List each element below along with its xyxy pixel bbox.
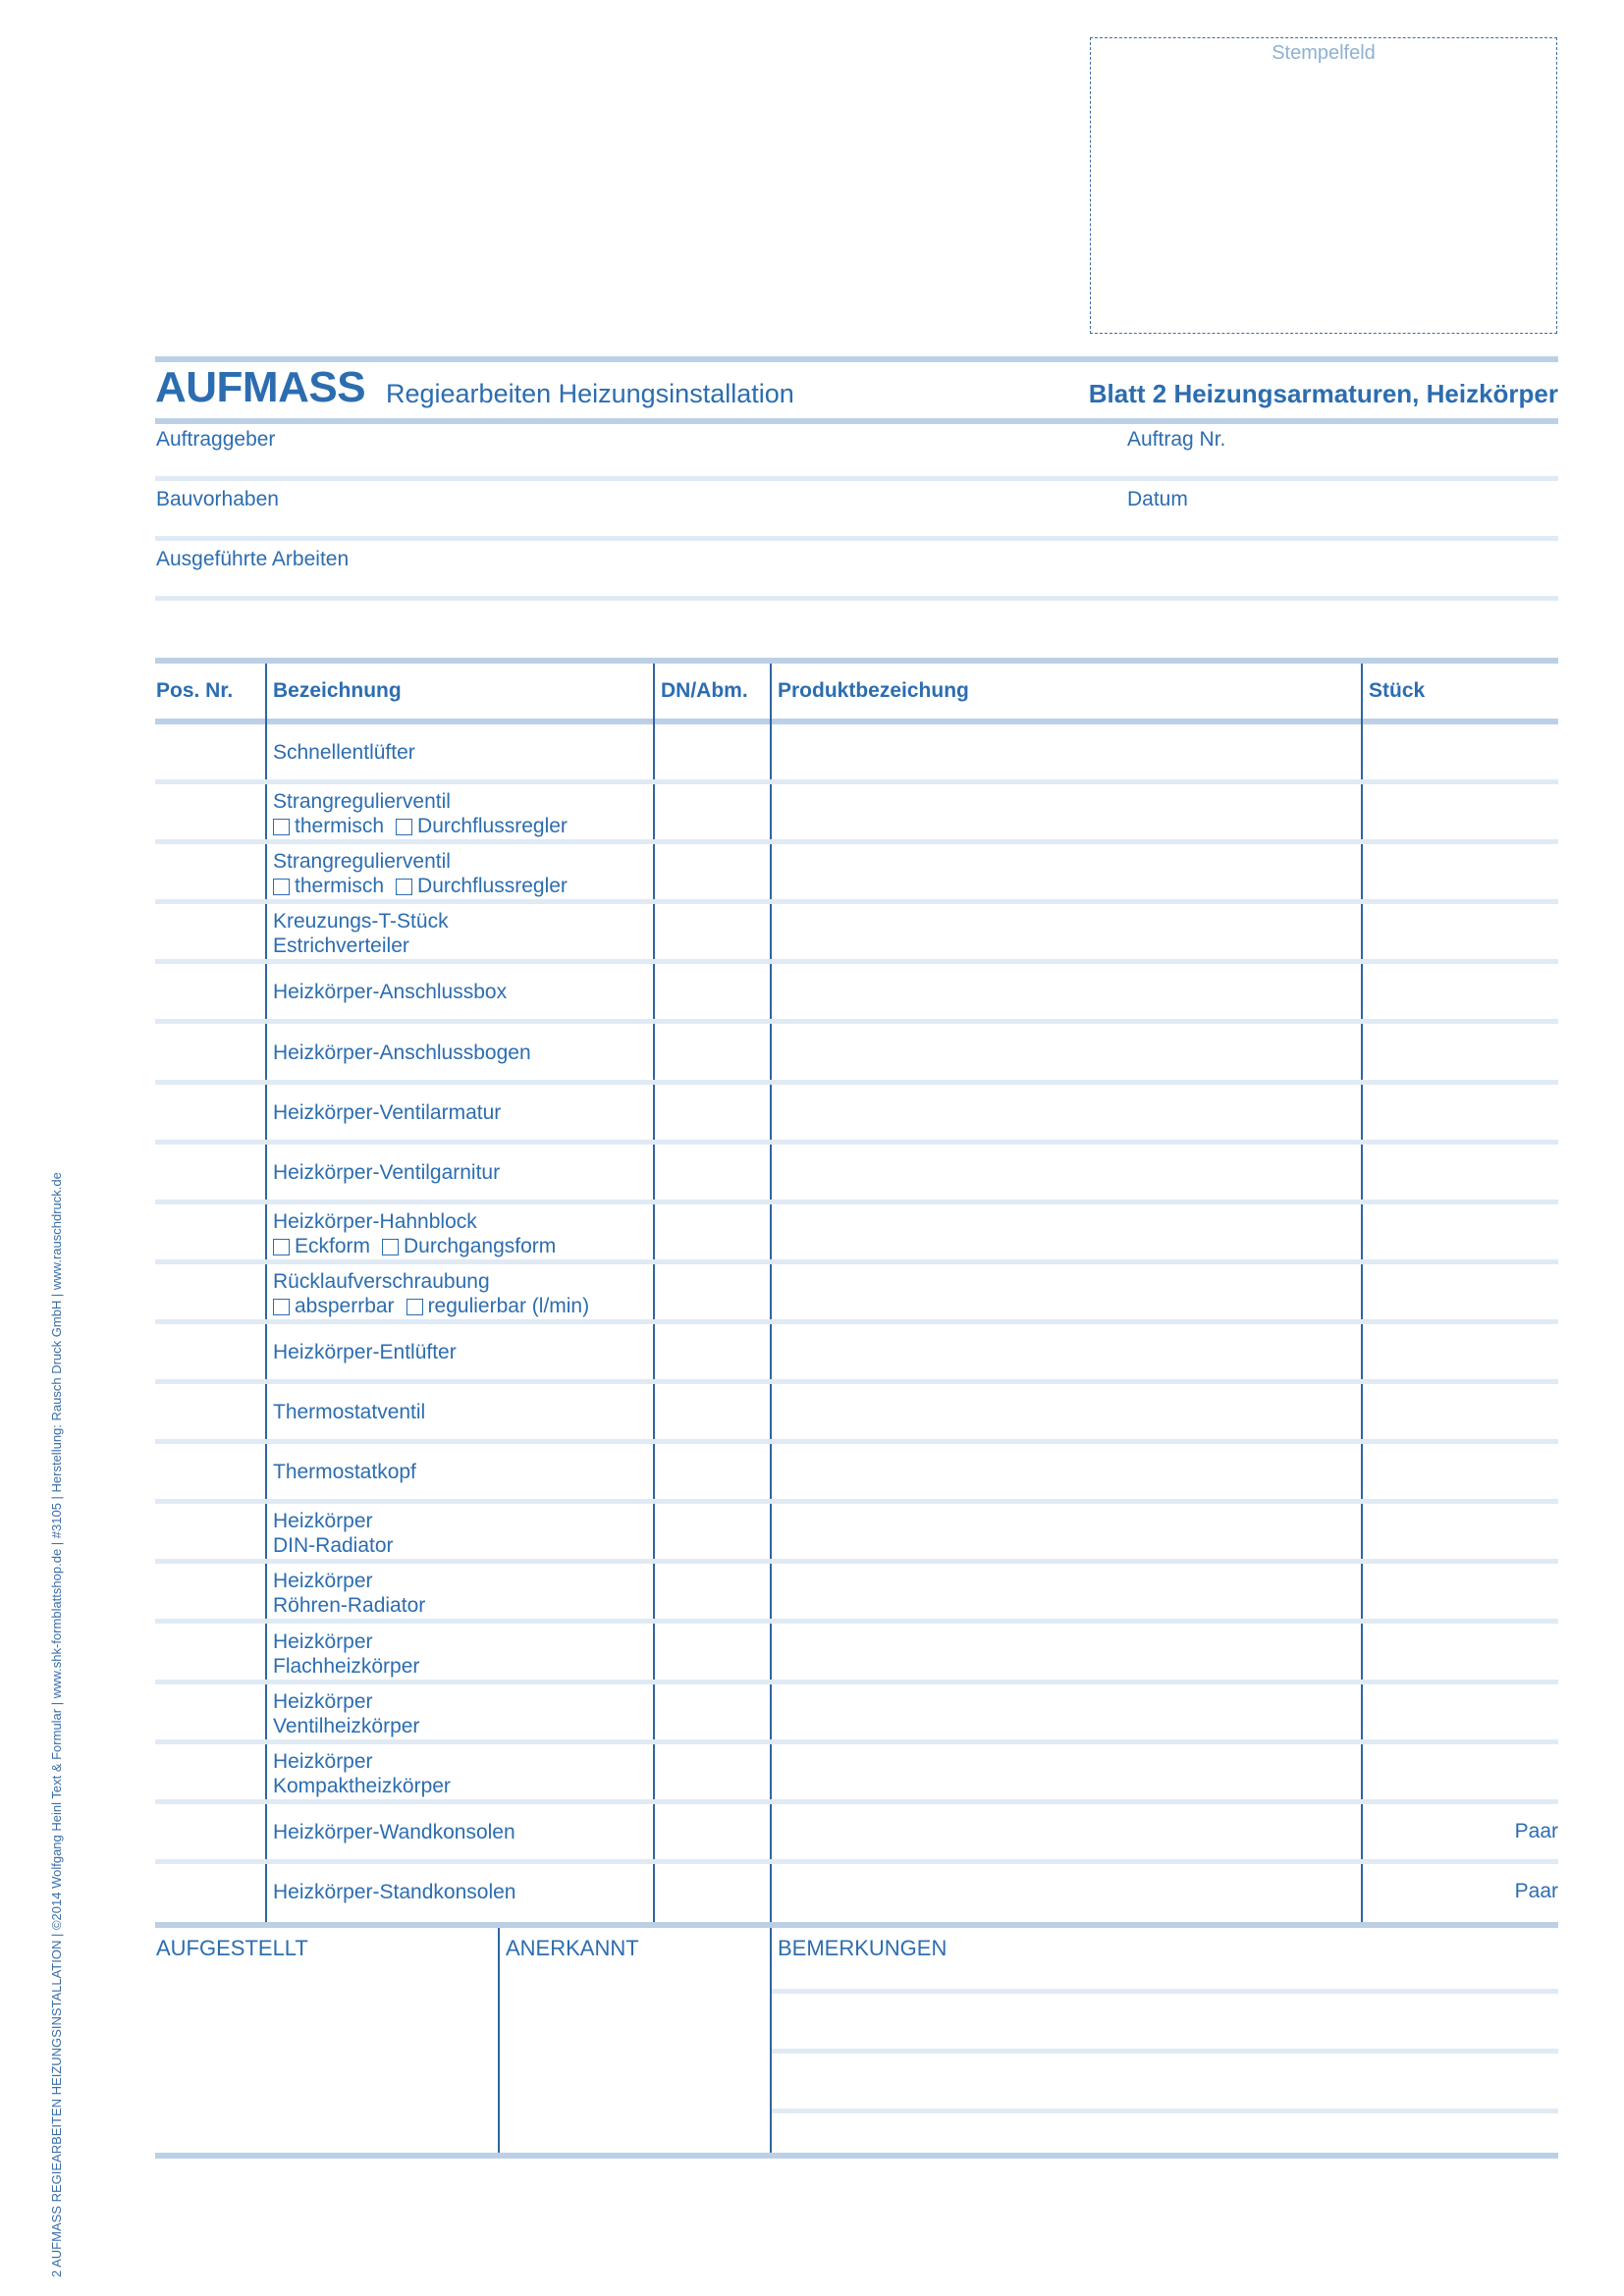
description-cell: [273, 1160, 500, 1185]
option-label: absperrbar: [295, 1294, 395, 1317]
table-row: [155, 1744, 1558, 1804]
table-row: [155, 964, 1558, 1024]
table-row: [155, 1384, 1558, 1444]
table-row: [155, 1564, 1558, 1624]
option-label: Eckform: [295, 1234, 371, 1257]
description-cell: [273, 740, 415, 765]
description-cell: [273, 1820, 515, 1844]
product-cell[interactable]: [771, 1264, 1361, 1318]
pos-cell[interactable]: [155, 1625, 265, 1679]
option-checkbox[interactable]: [273, 875, 384, 897]
work-done-field[interactable]: [155, 548, 1558, 597]
product-cell[interactable]: [771, 1085, 1361, 1139]
product-cell[interactable]: [771, 1025, 1361, 1079]
qty-cell[interactable]: [1362, 1324, 1558, 1378]
option-line: [273, 814, 579, 838]
description-text: Ventilheizkörper: [273, 1714, 420, 1737]
product-cell[interactable]: [771, 1804, 1361, 1858]
form-subtitle: Regiearbeiten Heizungsinstallation: [386, 379, 794, 408]
footer-bottom-rule: [155, 2153, 1558, 2159]
option-checkbox[interactable]: [396, 815, 568, 837]
pos-cell[interactable]: [155, 1324, 265, 1378]
dn-cell[interactable]: [653, 784, 769, 838]
option-checkbox[interactable]: [273, 1235, 370, 1257]
qty-cell[interactable]: [1362, 1025, 1558, 1079]
dn-cell[interactable]: [653, 964, 769, 1018]
client-field[interactable]: [155, 428, 1117, 477]
table-row: [155, 1324, 1558, 1384]
pos-cell[interactable]: [155, 844, 265, 898]
title-bottom-rule: [155, 418, 1558, 424]
product-cell[interactable]: [771, 904, 1361, 958]
stamp-field-label: Stempelfeld: [1272, 42, 1376, 64]
remarks-field[interactable]: [772, 1929, 1558, 2153]
product-cell[interactable]: [771, 1145, 1361, 1199]
pos-cell[interactable]: [155, 904, 265, 958]
pos-cell[interactable]: [155, 1504, 265, 1558]
description-cell: [273, 1269, 601, 1318]
product-cell[interactable]: [771, 844, 1361, 898]
description-text: Kompaktheizkörper: [273, 1774, 451, 1797]
option-checkbox[interactable]: [406, 1295, 590, 1317]
option-checkbox[interactable]: [382, 1235, 556, 1257]
product-cell[interactable]: [771, 1384, 1361, 1438]
product-cell[interactable]: [771, 1564, 1361, 1618]
dn-cell[interactable]: [653, 1804, 769, 1858]
checkbox-icon[interactable]: [396, 879, 412, 895]
option-checkbox[interactable]: [273, 815, 384, 837]
description-text: Heizkörper: [273, 1689, 373, 1713]
description-text: DIN-Radiator: [273, 1534, 394, 1558]
remarks-label: BEMERKUNGEN: [778, 1936, 947, 1960]
qty-cell[interactable]: [1362, 1085, 1558, 1139]
dn-cell[interactable]: [653, 1564, 769, 1618]
description-cell: [273, 1509, 394, 1558]
table-row: [155, 1145, 1558, 1204]
product-cell[interactable]: [771, 1324, 1361, 1378]
pos-cell[interactable]: [155, 1384, 265, 1438]
table-row: [155, 1504, 1558, 1564]
qty-cell[interactable]: [1362, 724, 1558, 778]
col-header-pos: Pos. Nr.: [156, 679, 234, 702]
table-row: [155, 1204, 1558, 1264]
dn-cell[interactable]: [653, 1864, 769, 1918]
table-bottom-rule: [155, 1922, 1558, 1928]
imprint-text: 2 AUFMASS REGIEARBEITEN HEIZUNGSINSTALLATION | ©2014 Wolfgang Heinl Text & Formular | www.shk-formblattshop.de | #3105 | Herstellung: Rausch Druck GmbH | www.rauschdruck.de: [49, 1172, 64, 2277]
table-top-rule: [155, 658, 1558, 664]
pos-cell[interactable]: [155, 784, 265, 838]
pos-cell[interactable]: [155, 1444, 265, 1498]
description-text: Rücklaufverschraubung: [273, 1269, 490, 1293]
dn-cell[interactable]: [653, 1444, 769, 1498]
dn-cell[interactable]: [653, 904, 769, 958]
option-line: [273, 1234, 568, 1258]
checkbox-icon[interactable]: [396, 819, 412, 835]
description-cell: [273, 909, 449, 958]
description-cell: [273, 1209, 568, 1258]
qty-cell[interactable]: [1362, 904, 1558, 958]
date-label: Datum: [1127, 488, 1188, 510]
stamp-field[interactable]: [1090, 37, 1557, 334]
table-row: [155, 1085, 1558, 1145]
dn-cell[interactable]: [653, 1025, 769, 1079]
description-cell: [273, 1340, 457, 1364]
title-top-rule: [155, 356, 1558, 362]
product-cell[interactable]: [771, 724, 1361, 778]
description-text: Thermostatkopf: [273, 1461, 416, 1484]
table-row: [155, 1864, 1558, 1924]
description-text: Flachheizkörper: [273, 1654, 420, 1678]
product-cell[interactable]: [771, 1684, 1361, 1738]
project-field[interactable]: [155, 488, 1117, 537]
pos-cell[interactable]: [155, 1204, 265, 1258]
description-cell: [273, 980, 507, 1004]
option-label: Durchgangsform: [404, 1234, 557, 1257]
pos-cell[interactable]: [155, 1564, 265, 1618]
description-text: Kreuzungs-T-Stück: [273, 910, 449, 934]
description-text: Heizkörper-Hahnblock: [273, 1209, 477, 1233]
product-cell[interactable]: [771, 784, 1361, 838]
field-rule: [155, 596, 1558, 601]
pos-cell[interactable]: [155, 1264, 265, 1318]
option-label: Durchflussregler: [417, 815, 568, 838]
description-text: Schnellentlüfter: [273, 741, 415, 764]
qty-cell[interactable]: [1362, 1145, 1558, 1199]
dn-cell[interactable]: [653, 1744, 769, 1798]
table-row: [155, 724, 1558, 784]
option-label: thermisch: [295, 875, 385, 898]
description-text: Heizkörper: [273, 1749, 373, 1773]
pos-cell[interactable]: [155, 724, 265, 778]
option-checkbox[interactable]: [273, 1295, 395, 1317]
table-row: [155, 1444, 1558, 1504]
qty-cell[interactable]: [1362, 1264, 1558, 1318]
dn-cell[interactable]: [653, 1204, 769, 1258]
table-row: [155, 1025, 1558, 1085]
checkbox-icon[interactable]: [382, 1239, 399, 1255]
col-header-qty: Stück: [1369, 679, 1426, 702]
description-cell: [273, 1460, 416, 1484]
description-cell: [273, 1629, 419, 1679]
pos-cell[interactable]: [155, 1744, 265, 1798]
description-text: Heizkörper: [273, 1629, 373, 1653]
option-checkbox[interactable]: [396, 875, 568, 897]
remarks-rule: [772, 2049, 1558, 2054]
option-line: [273, 1294, 601, 1318]
qty-cell[interactable]: [1362, 1684, 1558, 1738]
product-cell[interactable]: [771, 1444, 1361, 1498]
table-row: [155, 1684, 1558, 1744]
description-text: Heizkörper: [273, 1570, 373, 1593]
pos-cell[interactable]: [155, 1864, 265, 1918]
prepared-label: AUFGESTELLT: [156, 1936, 308, 1960]
qty-cell[interactable]: [1362, 1444, 1558, 1498]
description-text: Strangregulierventil: [273, 850, 451, 874]
checkbox-icon[interactable]: [273, 1299, 290, 1315]
product-cell[interactable]: [771, 1744, 1361, 1798]
dn-cell[interactable]: [653, 1504, 769, 1558]
dn-cell[interactable]: [653, 844, 769, 898]
description-text: Heizkörper-Entlüfter: [273, 1341, 457, 1363]
client-label: Auftraggeber: [156, 428, 276, 451]
remarks-rule: [772, 1989, 1558, 1994]
dn-cell[interactable]: [653, 1384, 769, 1438]
order-no-label: Auftrag Nr.: [1127, 428, 1226, 451]
checkbox-icon[interactable]: [273, 819, 290, 835]
description-text: Heizkörper-Wandkonsolen: [273, 1820, 515, 1843]
qty-cell[interactable]: [1362, 1204, 1558, 1258]
field-rule: [155, 476, 1558, 481]
qty-cell[interactable]: [1362, 784, 1558, 838]
col-header-description: Bezeichnung: [273, 679, 402, 702]
table-row: [155, 1804, 1558, 1864]
product-cell[interactable]: [771, 1504, 1361, 1558]
pos-cell[interactable]: [155, 1085, 265, 1139]
description-cell: [273, 1569, 425, 1618]
form-title: AUFMASS: [155, 363, 366, 411]
product-cell[interactable]: [771, 1204, 1361, 1258]
checkbox-icon[interactable]: [406, 1299, 423, 1315]
qty-cell[interactable]: [1362, 844, 1558, 898]
field-rule: [155, 536, 1558, 541]
table-row: [155, 904, 1558, 964]
product-cell[interactable]: [771, 1864, 1361, 1918]
description-cell: [273, 1041, 531, 1065]
dn-cell[interactable]: [653, 1085, 769, 1139]
description-cell: [273, 849, 579, 898]
qty-cell[interactable]: [1362, 1625, 1558, 1679]
qty-cell[interactable]: [1362, 1564, 1558, 1618]
table-row: [155, 1264, 1558, 1324]
dn-cell[interactable]: [653, 1264, 769, 1318]
table-row: [155, 1625, 1558, 1684]
table-row: [155, 784, 1558, 844]
date-field[interactable]: [1127, 488, 1558, 537]
dn-cell[interactable]: [653, 724, 769, 778]
description-text: Strangregulierventil: [273, 790, 451, 814]
checkbox-icon[interactable]: [273, 879, 290, 895]
description-text: Heizkörper-Standkonsolen: [273, 1880, 516, 1903]
description-cell: [273, 789, 579, 838]
unit-label: Paar: [1514, 1819, 1558, 1842]
option-line: [273, 874, 579, 898]
pos-cell[interactable]: [155, 1145, 265, 1199]
description-cell: [273, 1689, 419, 1738]
option-label: regulierbar (l/min): [427, 1294, 590, 1317]
work-done-label: Ausgeführte Arbeiten: [156, 548, 350, 570]
sheet-title: Blatt 2 Heizungsarmaturen, Heizkörper: [1088, 379, 1558, 408]
dn-cell[interactable]: [653, 1145, 769, 1199]
product-cell[interactable]: [771, 964, 1361, 1018]
table-row: [155, 844, 1558, 904]
product-cell[interactable]: [771, 1625, 1361, 1679]
qty-cell[interactable]: [1362, 1504, 1558, 1558]
option-label: thermisch: [295, 815, 385, 838]
checkbox-icon[interactable]: [273, 1239, 290, 1255]
qty-cell[interactable]: [1362, 1384, 1558, 1438]
dn-cell[interactable]: [653, 1684, 769, 1738]
description-text: Heizkörper-Ventilgarnitur: [273, 1160, 501, 1184]
order-no-field[interactable]: [1127, 428, 1558, 477]
description-text: Heizkörper: [273, 1510, 373, 1533]
approved-signature-field[interactable]: [500, 1929, 769, 2153]
description-text: Heizkörper-Anschlussbogen: [273, 1041, 531, 1064]
option-label: Durchflussregler: [417, 875, 568, 898]
description-cell: [273, 1400, 425, 1424]
prepared-signature-field[interactable]: [155, 1929, 497, 2153]
pos-cell[interactable]: [155, 964, 265, 1018]
pos-cell[interactable]: [155, 1684, 265, 1738]
description-text: Thermostatventil: [273, 1401, 426, 1424]
description-text: Heizkörper-Ventilarmatur: [273, 1100, 502, 1124]
description-text: Röhren-Radiator: [273, 1594, 426, 1618]
description-text: Heizkörper-Anschlussbox: [273, 981, 508, 1004]
remarks-rule: [772, 2109, 1558, 2113]
col-header-product: Produktbezeichung: [778, 679, 969, 702]
pos-cell[interactable]: [155, 1025, 265, 1079]
qty-cell[interactable]: [1362, 964, 1558, 1018]
dn-cell[interactable]: [653, 1625, 769, 1679]
description-cell: [273, 1880, 515, 1904]
dn-cell[interactable]: [653, 1324, 769, 1378]
approved-label: ANERKANNT: [506, 1936, 639, 1960]
description-cell: [273, 1749, 451, 1798]
description-text: Estrichverteiler: [273, 934, 409, 958]
description-cell: [273, 1100, 501, 1125]
unit-label: Paar: [1514, 1879, 1558, 1902]
col-header-dn: DN/Abm.: [661, 679, 748, 702]
pos-cell[interactable]: [155, 1804, 265, 1858]
qty-cell[interactable]: [1362, 1744, 1558, 1798]
project-label: Bauvorhaben: [156, 488, 279, 510]
